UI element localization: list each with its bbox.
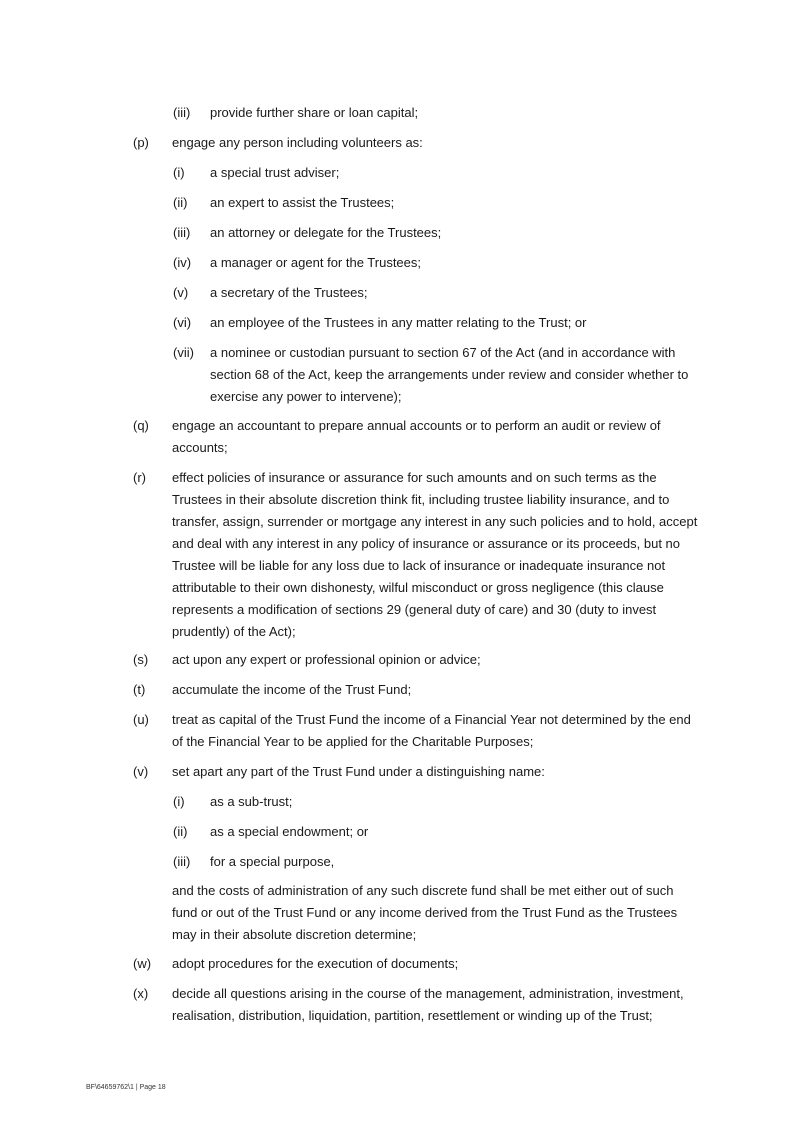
sub-item-number: (i) [173,165,185,180]
clause-text-line: engage an accountant to prepare annual accounts or to perform an audit or review of [172,418,661,433]
sub-item-text: as a sub-trust; [210,794,293,809]
clause-text: act upon any expert or professional opinion or advice; [172,652,481,667]
clause-text: accumulate the income of the Trust Fund; [172,682,412,697]
sub-item-number: (ii) [173,195,188,210]
sub-item-number: (i) [173,794,185,809]
sub-item-text: an expert to assist the Trustees; [210,195,395,210]
clause-text-line: treat as capital of the Trust Fund the income of a Financial Year not determined by the end [172,712,691,727]
sub-item-number: (v) [173,285,189,300]
clause-text-line: Trustees in their absolute discretion think fit, including trustee liability insurance, and to [172,492,670,507]
clause-number: (x) [133,986,149,1001]
sub-item-text-line: section 68 of the Act, keep the arrangements under review and consider whether to [210,367,689,382]
clause-continuation-line: fund or out of the Trust Fund or any income derived from the Trust Fund as the Trustees [172,905,678,920]
clause-number: (q) [133,418,149,433]
page-footer: BF\64659762\1 | Page 18 [86,1084,166,1091]
sub-item-number: (vi) [173,315,192,330]
sub-item-text-line: exercise any power to intervene); [210,389,402,404]
clause-number: (s) [133,652,149,667]
clause-number: (v) [133,764,149,779]
clause-text: engage any person including volunteers as: [172,135,423,150]
sub-item-text: an employee of the Trustees in any matter relating to the Trust; or [210,315,587,330]
clause-text-line: prudently) of the Act); [172,624,296,639]
sub-item-number: (ii) [173,824,188,839]
sub-item-text: an attorney or delegate for the Trustees; [210,225,442,240]
clause-text-line: accounts; [172,440,228,455]
clause-text-line: of the Financial Year to be applied for the Charitable Purposes; [172,734,534,749]
clause-text-line: Trustee will be liable for any loss due to lack of insurance or inadequate insurance not [172,558,666,573]
clause-text: set apart any part of the Trust Fund under a distinguishing name: [172,764,545,779]
clause-number: (u) [133,712,149,727]
sub-item-text: provide further share or loan capital; [210,105,419,120]
clause-text-line: transfer, assign, surrender or mortgage any interest in any such policies and to hold, accept [172,514,698,529]
sub-item-text: as a special endowment; or [210,824,369,839]
clause-continuation-line: may in their absolute discretion determine; [172,927,417,942]
clause-text-line: and deal with any interest in any policy of insurance or assurance or its proceeds, but no [172,536,681,551]
clause-number: (w) [133,956,152,971]
sub-item-number: (vii) [173,345,194,360]
clause-text: adopt procedures for the execution of documents; [172,956,459,971]
sub-item-number: (iii) [173,105,191,120]
clause-number: (p) [133,135,149,150]
sub-item-number: (iv) [173,255,192,270]
clause-text-line: realisation, distribution, liquidation, partition, resettlement or winding up of the Trust; [172,1008,653,1023]
sub-item-text: a special trust adviser; [210,165,340,180]
clause-text-line: effect policies of insurance or assurance for such amounts and on such terms as the [172,470,657,485]
clause-number: (t) [133,682,146,697]
clause-number: (r) [133,470,146,485]
clause-text-line: decide all questions arising in the course of the management, administration, investment, [172,986,684,1001]
clause-text-line: attributable to their own dishonesty, wilful misconduct or gross negligence (this clause [172,580,664,595]
sub-item-number: (iii) [173,854,191,869]
sub-item-text-line: a nominee or custodian pursuant to section 67 of the Act (and in accordance with [210,345,676,360]
sub-item-text: for a special purpose, [210,854,335,869]
clause-text-line: represents a modification of sections 29 (general duty of care) and 30 (duty to invest [172,602,657,617]
clause-continuation-line: and the costs of administration of any such discrete fund shall be met either out of such [172,883,674,898]
sub-item-text: a manager or agent for the Trustees; [210,255,422,270]
sub-item-text: a secretary of the Trustees; [210,285,368,300]
sub-item-number: (iii) [173,225,191,240]
